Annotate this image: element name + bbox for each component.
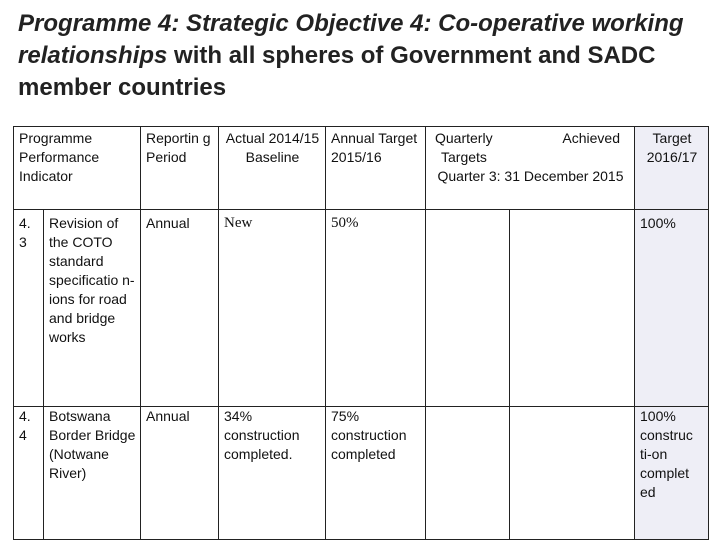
row-annual-target: 75% construction completed xyxy=(326,407,426,540)
performance-table xyxy=(13,126,709,540)
row-annual-target: 50% xyxy=(326,210,426,407)
header-targets-label: Targets xyxy=(441,149,487,165)
header-baseline: Actual 2014/15 Baseline xyxy=(219,127,326,210)
header-target-next: Target 2016/17 xyxy=(635,127,709,210)
header-achieved-label: Achieved xyxy=(562,130,620,146)
row-achieved xyxy=(510,407,635,540)
header-quarter-label: Quarter 3: 31 December 2015 xyxy=(437,168,624,184)
header-indicator: Programme Performance Indicator xyxy=(14,127,141,210)
row-baseline: New xyxy=(219,210,326,407)
row-target-next: 100% xyxy=(635,210,709,407)
table-header-row xyxy=(14,127,709,210)
row-indicator: Botswana Border Bridge (Notwane River) xyxy=(44,407,141,540)
row-period: Annual xyxy=(141,210,219,407)
page-title xyxy=(18,8,708,104)
row-number: 4. 3 xyxy=(14,210,44,407)
header-reporting-period: Reportin g Period xyxy=(141,127,219,210)
header-quarterly-label: Quarterly xyxy=(435,130,493,146)
row-achieved xyxy=(510,210,635,407)
row-baseline: 34% construction completed. xyxy=(219,407,326,540)
row-indicator: Revision of the COTO standard specificatio n-ions for road and bridge works xyxy=(44,210,141,407)
row-number: 4. 4 xyxy=(14,407,44,540)
title-normal-part: with all spheres of Government and SADC member countries xyxy=(18,42,656,101)
row-quarterly-target xyxy=(426,407,510,540)
table-row xyxy=(14,210,709,407)
table-row xyxy=(14,407,709,540)
title-italic-part: Programme 4: Strategic Objective 4: Co-operative working relationships xyxy=(18,10,684,69)
row-period: Annual xyxy=(141,407,219,540)
row-target-next: 100% construc ti-on complet ed xyxy=(635,407,709,540)
header-annual-target: Annual Target 2015/16 xyxy=(326,127,426,210)
header-quarterly xyxy=(426,127,635,210)
row-quarterly-target xyxy=(426,210,510,407)
